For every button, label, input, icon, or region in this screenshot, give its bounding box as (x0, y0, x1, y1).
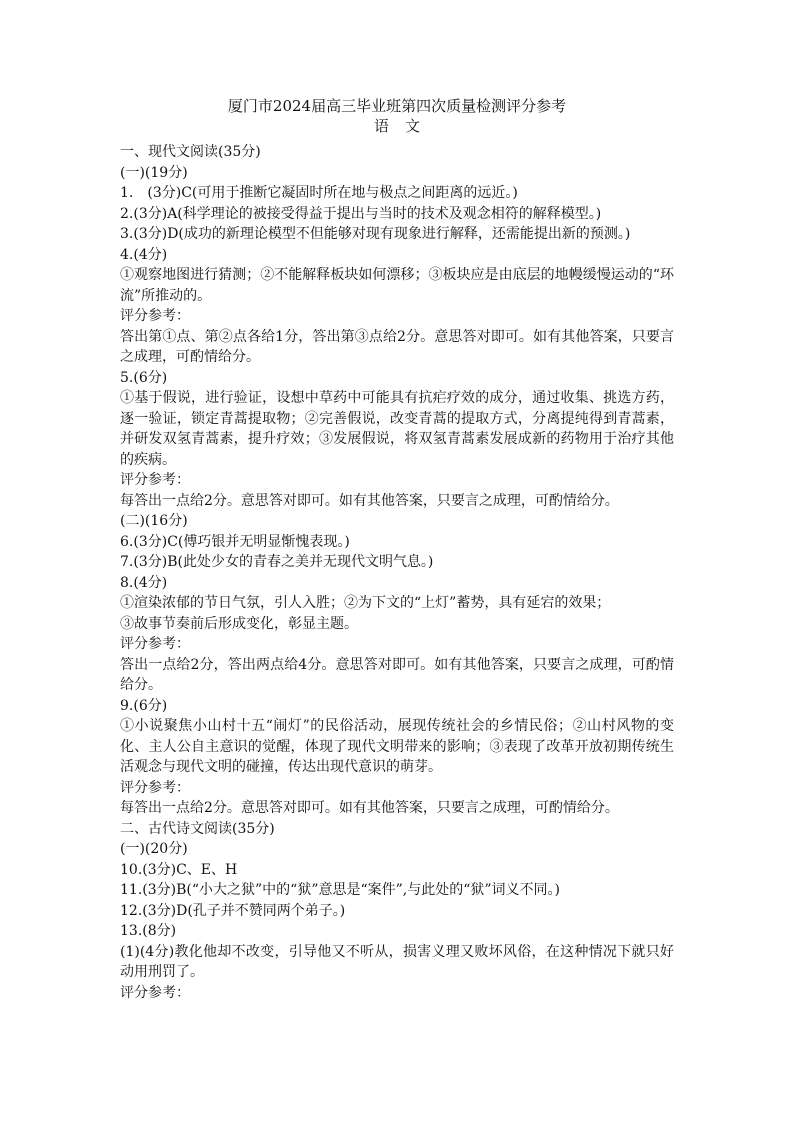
answer-paragraph: ①观察地图进行猜测；②不能解释板块如何漂移；③板块应是由底层的地幔缓慢运动的“环流”所推动的。 (120, 267, 674, 304)
answer-line: ①渲染浓郁的节日气氛，引人入胜；②为下文的“上灯”蓄势，具有延宕的效果； (120, 595, 611, 611)
section-heading: 二、古代诗文阅读(35分) (120, 820, 275, 837)
answer-line: ③故事节奏前后形成变化，彰显主题。 (120, 615, 358, 632)
scoring-label: 评分参考： (120, 779, 190, 796)
scoring-label: 评分参考： (120, 472, 190, 488)
answer-line: 11.(3分)B(“小大之狱”中的“狱”意思是“案件”,与此处的“狱”词义不同。) (120, 882, 561, 898)
subsection-heading: (一)(20分) (120, 841, 188, 857)
scoring-label: 评分参考： (120, 636, 190, 652)
answer-line: 6.(3分)C(傅巧银并无明显惭愧表现。) (120, 533, 350, 550)
question-heading: 4.(4分) (120, 246, 168, 263)
document-title: 厦门市2024届高三毕业班第四次质量检测评分参考 (227, 97, 567, 115)
answer-paragraph: (1)(4分)教化他却不改变，引导他又不听从，损害义理又败坏风俗，在这种情况下就只好动用刑罚了。 (120, 943, 674, 980)
scoring-paragraph: 答出第①点、第②点各给1分，答出第③点给2分。意思答对即可。如有其他答案，只要言之成理，可酌情给分。 (120, 328, 674, 365)
answer-paragraph: ①基于假说，进行验证，设想中草药中可能具有抗疟疗效的成分，通过收集、挑选方药，逐一验证，锁定青蒿提取物；②完善假说，改变青蒿的提取方式，分离提纯得到青蒿素，并研发双氢青蒿素，提升疗效；③发展假说，将双氢青蒿素发展成新的药物用于治疗其他的疾病。 (120, 390, 674, 468)
scoring-label: 评分参考： (120, 984, 190, 1001)
question-heading: 5.(6分) (120, 369, 168, 386)
answer-line: 12.(3分)D(孔子并不赞同两个弟子。) (120, 902, 346, 919)
answer-line: 2.(3分)A(科学理论的被接受得益于提出与当时的技术及观念相符的解释模型。) (120, 205, 602, 222)
scoring-paragraph: 每答出一点给2分。意思答对即可。如有其他答案，只要言之成理，可酌情给分。 (120, 800, 619, 816)
section-heading: 一、现代文阅读(35分) (120, 144, 261, 160)
subject-title: 语文 (373, 117, 436, 135)
answer-paragraph: ①小说聚焦小山村十五“闹灯”的民俗活动，展现传统社会的乡情民俗；②山村风物的变化、主人公自主意识的觉醒，体现了现代文明带来的影响；③表现了改革开放初期传统生活观念与现代文明的碰撞，传达出现代意识的萌芽。 (120, 718, 674, 775)
answer-line: 3.(3分)D(成功的新理论模型不但能够对现有现象进行解释，还需能提出新的预测。) (120, 226, 631, 242)
scoring-paragraph: 每答出一点给2分。意思答对即可。如有其他答案，只要言之成理，可酌情给分。 (120, 492, 619, 509)
answer-line: 10.(3分)C、E、H (120, 861, 238, 878)
question-heading: 9.(6分) (120, 697, 168, 714)
subsection-heading: (一)(19分) (120, 164, 188, 181)
subsection-heading: (二)(16分) (120, 513, 188, 529)
question-heading: 13.(8分) (120, 923, 177, 939)
question-heading: 8.(4分) (120, 574, 168, 591)
scoring-label: 评分参考： (120, 308, 190, 324)
scoring-paragraph: 答出一点给2分，答出两点给4分。意思答对即可。如有其他答案，只要言之成理，可酌情给分。 (120, 656, 674, 693)
answer-line: 1. (3分)C(可用于推断它凝固时所在地与极点之间距离的远近。) (120, 185, 518, 201)
answer-line: 7.(3分)B(此处少女的青春之美并无现代文明气息。) (120, 554, 434, 570)
